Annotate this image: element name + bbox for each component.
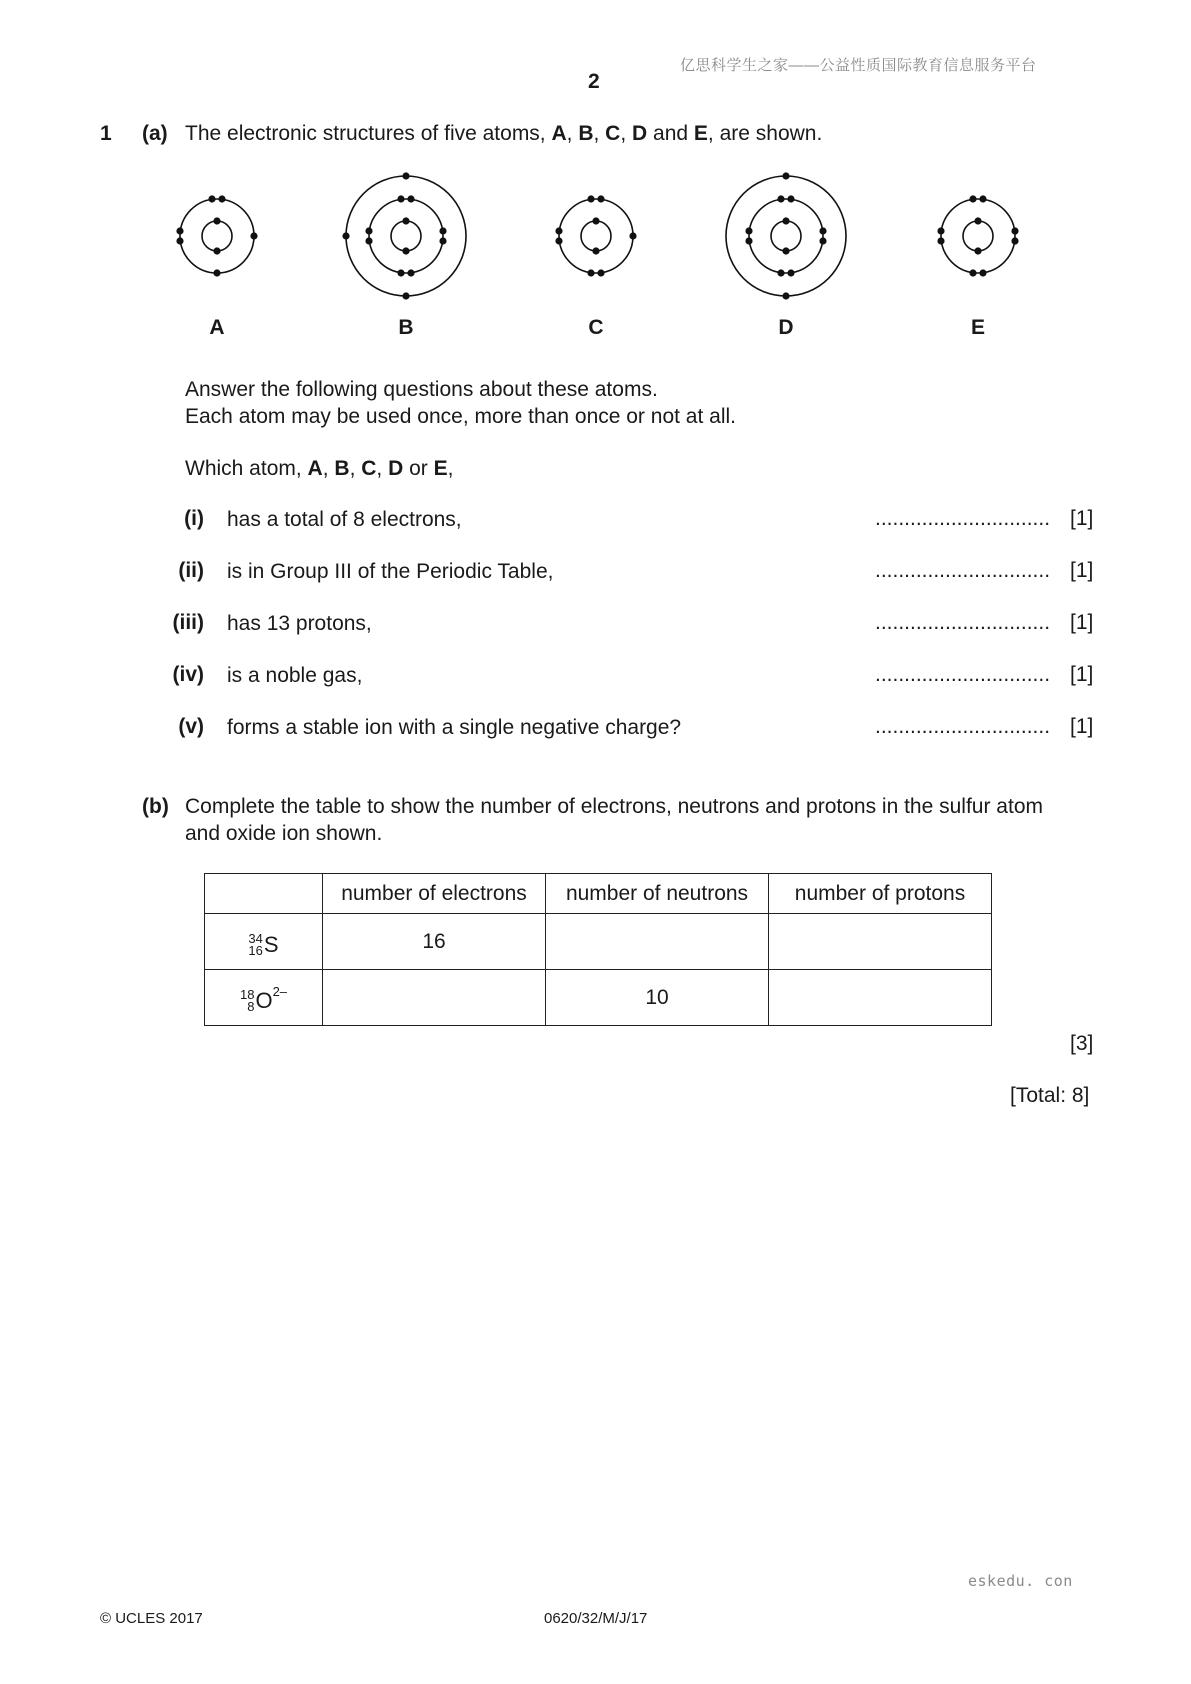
part-a-intro: The electronic structures of five atoms, A, B, C, D and E, are shown.: [185, 122, 823, 145]
intro-atom-b: B: [578, 122, 594, 145]
subq-2-label: (ii): [178, 559, 204, 582]
table-header-empty: [205, 874, 323, 914]
particle-table: [204, 873, 992, 1026]
table-row: [205, 914, 992, 970]
subq-1-mark: [1]: [1070, 507, 1094, 530]
atom-label-e: E: [970, 316, 985, 339]
nuclide-oxide: 18 8 O 2–: [205, 970, 323, 1026]
which-atom-prompt: Which atom, A, B, C, D or E,: [185, 457, 454, 480]
subq-5-answer-line[interactable]: ..............................: [875, 715, 1051, 738]
table-header-electrons: number of electrons: [323, 874, 546, 914]
nuclide-sulfur: 34 16 S: [205, 914, 323, 970]
subq-3-mark: [1]: [1070, 611, 1094, 634]
subq-1-answer-line[interactable]: ..............................: [875, 507, 1051, 530]
part-b-text-line2: and oxide ion shown.: [185, 822, 383, 845]
subq-2-mark: [1]: [1070, 559, 1094, 582]
intro-suffix: , are shown.: [707, 122, 823, 145]
sulfur-electrons-cell: 16: [323, 914, 546, 970]
table-header-row: [205, 874, 992, 914]
subq-5-mark: [1]: [1070, 715, 1094, 738]
subq-1-label: (i): [184, 507, 204, 530]
atom-label-a: A: [209, 316, 225, 339]
subq-4-answer-line[interactable]: ..............................: [875, 663, 1051, 686]
subq-4-text: is a noble gas,: [227, 664, 363, 687]
sulfur-neutrons-cell[interactable]: [546, 914, 769, 970]
subq-3-text: has 13 protons,: [227, 612, 372, 635]
intro-atom-a: A: [551, 122, 567, 145]
oxide-neutrons-cell: 10: [546, 970, 769, 1026]
part-b-mark: [3]: [1070, 1032, 1094, 1055]
subq-5-label: (v): [178, 715, 204, 738]
intro-atom-e: E: [693, 122, 708, 145]
table-row: [205, 970, 992, 1026]
atom-e-diagram: [941, 199, 1015, 273]
sulfur-protons-cell[interactable]: [769, 914, 992, 970]
footer-watermark: eskedu. con: [968, 1572, 1073, 1590]
table-header-protons: number of protons: [769, 874, 992, 914]
part-b-label: (b): [142, 795, 169, 818]
atom-b-diagram: [346, 176, 466, 296]
instructions-line1: Answer the following questions about these atoms.: [185, 378, 658, 401]
total-mark: [Total: 8]: [1010, 1084, 1090, 1107]
page-number: 2: [588, 70, 600, 93]
intro-prefix: The electronic structures of five atoms,: [185, 122, 552, 145]
oxide-electrons-cell[interactable]: [323, 970, 546, 1026]
atom-label-d: D: [778, 316, 794, 339]
header-watermark: 亿思科学生之家——公益性质国际教育信息服务平台: [680, 57, 1037, 74]
atom-c-diagram: [559, 199, 633, 273]
subq-2-text: is in Group III of the Periodic Table,: [227, 560, 554, 583]
oxide-protons-cell[interactable]: [769, 970, 992, 1026]
subq-3-answer-line[interactable]: ..............................: [875, 611, 1051, 634]
intro-atom-d: D: [632, 122, 648, 145]
footer-code: 0620/32/M/J/17: [544, 1610, 648, 1627]
atom-diagrams: [0, 160, 1191, 310]
atom-a-diagram: [180, 199, 254, 273]
subq-5-text: forms a stable ion with a single negative charge?: [227, 716, 682, 739]
atom-label-c: C: [588, 316, 604, 339]
subq-2-answer-line[interactable]: ..............................: [875, 559, 1051, 582]
subq-4-label: (iv): [172, 663, 204, 686]
subq-1-text: has a total of 8 electrons,: [227, 508, 462, 531]
table-header-neutrons: number of neutrons: [546, 874, 769, 914]
part-a-label: (a): [142, 122, 168, 145]
footer-copyright: © UCLES 2017: [100, 1610, 203, 1627]
subq-3-label: (iii): [172, 611, 204, 634]
instructions-line2: Each atom may be used once, more than once or not at all.: [185, 405, 736, 428]
question-number: 1: [100, 122, 112, 145]
part-b-text-line1: Complete the table to show the number of electrons, neutrons and protons in the sulfur atom: [185, 795, 1043, 818]
intro-atom-c: C: [605, 122, 621, 145]
atom-d-diagram: [726, 176, 846, 296]
atom-label-b: B: [398, 316, 414, 339]
subq-4-mark: [1]: [1070, 663, 1094, 686]
